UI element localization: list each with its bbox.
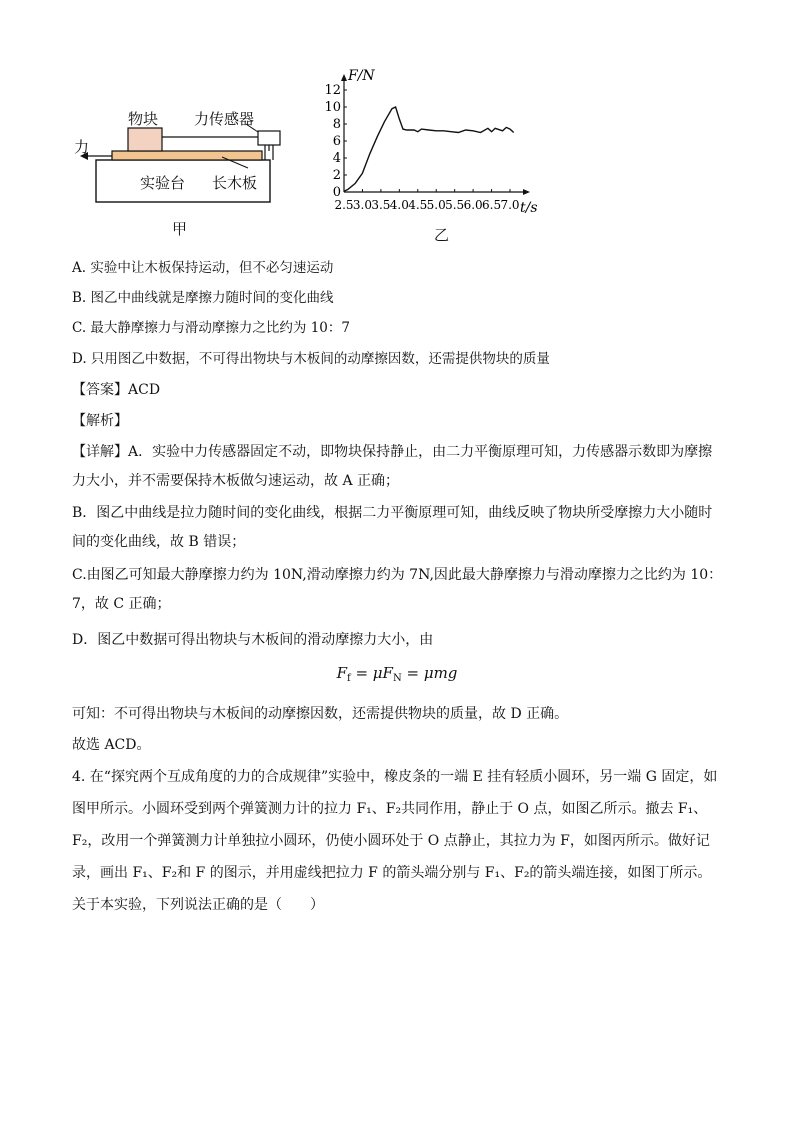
force-sensor [258,131,280,145]
option-a: A. 实验中让木板保持运动，但不必匀速运动 [72,260,334,276]
x-tick-label: 4.0 [389,198,409,212]
option-b: B. 图乙中曲线就是摩擦力随时间的变化曲线 [72,290,334,306]
option-d: D. 只用图乙中数据，不可得出物块与木板间的动摩擦因数，还需提供物块的质量 [72,351,550,367]
force-curve [344,107,514,191]
table-label: 实验台 [140,174,186,192]
y-tick-label: 4 [332,151,341,166]
answer-row [72,380,160,400]
y-tick-label: 6 [332,134,341,149]
x-tick-label: 6.0 [463,198,483,212]
sensor-label: 力传感器 [194,110,255,128]
y-tick-label: 10 [324,100,341,115]
long-board [112,151,262,160]
y-axis-label: F/N [348,68,375,84]
answer-label: 【答案】 [72,382,128,398]
x-tick-label: 3.5 [371,198,391,212]
block-label: 物块 [128,110,159,128]
detail-d: D．图乙中数据可得出物块与木板间的滑动摩擦力大小，由 [72,632,434,648]
option-c: C. 最大静摩擦力与滑动摩擦力之比约为 10：7 [72,320,350,336]
x-tick-label: 7.0 [500,198,520,212]
x-axis-label: t/s [520,200,538,216]
question-4: 4. 在“探究两个互成角度的力的合成规律”实验中，橡皮条的一端 E 挂有轻质小圆环，另一端 G 固定，如图甲所示。小圆环受到两个弹簧测力计的拉力 F₁、F₂共同作用，静止于 O 点，如图乙所示。撤去 F₁、F₂，改用一个弹簧测力计单独拉小圆环，仍使小圆环处于 O 点静止，其拉力为 F，如图丙所示。做好记录，画出 F₁、F₂和 F 的图示，并用虚线把拉力 F 的箭头端分别与 F₁、F₂的箭头端连接，如图丁所示。关于本实验，下列说法正确的是（ ） [72,769,718,913]
detail-c: C.由图乙可知最大静摩擦力约为 10N,滑动摩擦力约为 7N,因此最大静摩擦力与滑动摩擦力之比约为 10：7，故 C 正确； [72,567,723,612]
y-axis-arrow [341,74,347,81]
answer-value: ACD [128,382,161,398]
friction-formula: $F_f = \mu F_N = \mu mg$ [336,664,458,684]
force-time-chart [318,64,548,226]
detail-b: B．图乙中曲线是拉力随时间的变化曲线，根据二力平衡原理可知，曲线反映了物块所受摩擦力大小随时间的变化曲线，故 B 错误； [72,505,713,550]
x-tick-label: 5.5 [445,198,465,212]
figure-b-caption: 乙 [434,226,450,244]
x-tick-label: 3.0 [352,198,372,212]
board-label: 长木板 [212,174,258,192]
figure-a-caption: 甲 [172,220,188,238]
x-tick-label: 4.5 [408,198,428,212]
x-tick-label: 5.0 [426,198,446,212]
x-tick-label: 2.5 [334,198,354,212]
analysis-label: 【解析】 [72,413,128,429]
y-tick-label: 12 [324,83,341,98]
x-axis-arrow [523,189,530,195]
y-tick-label: 0 [332,185,341,200]
force-label: 力 [74,138,90,156]
detail-a: 【详解】A．实验中力传感器固定不动，即物块保持静止，由二力平衡原理可知，力传感器示数即为摩擦力大小，并不需要保持木板做匀速运动，故 A 正确； [72,444,713,489]
y-tick-label: 2 [332,168,341,183]
x-tick-label: 6.5 [482,198,502,212]
block [128,128,162,151]
y-tick-label: 8 [332,117,341,132]
conclusion-d: 可知：不可得出物块与木板间的动摩擦因数，还需提供物块的质量，故 D 正确。 [72,706,569,722]
final-choice: 故选 ACD。 [72,737,151,753]
